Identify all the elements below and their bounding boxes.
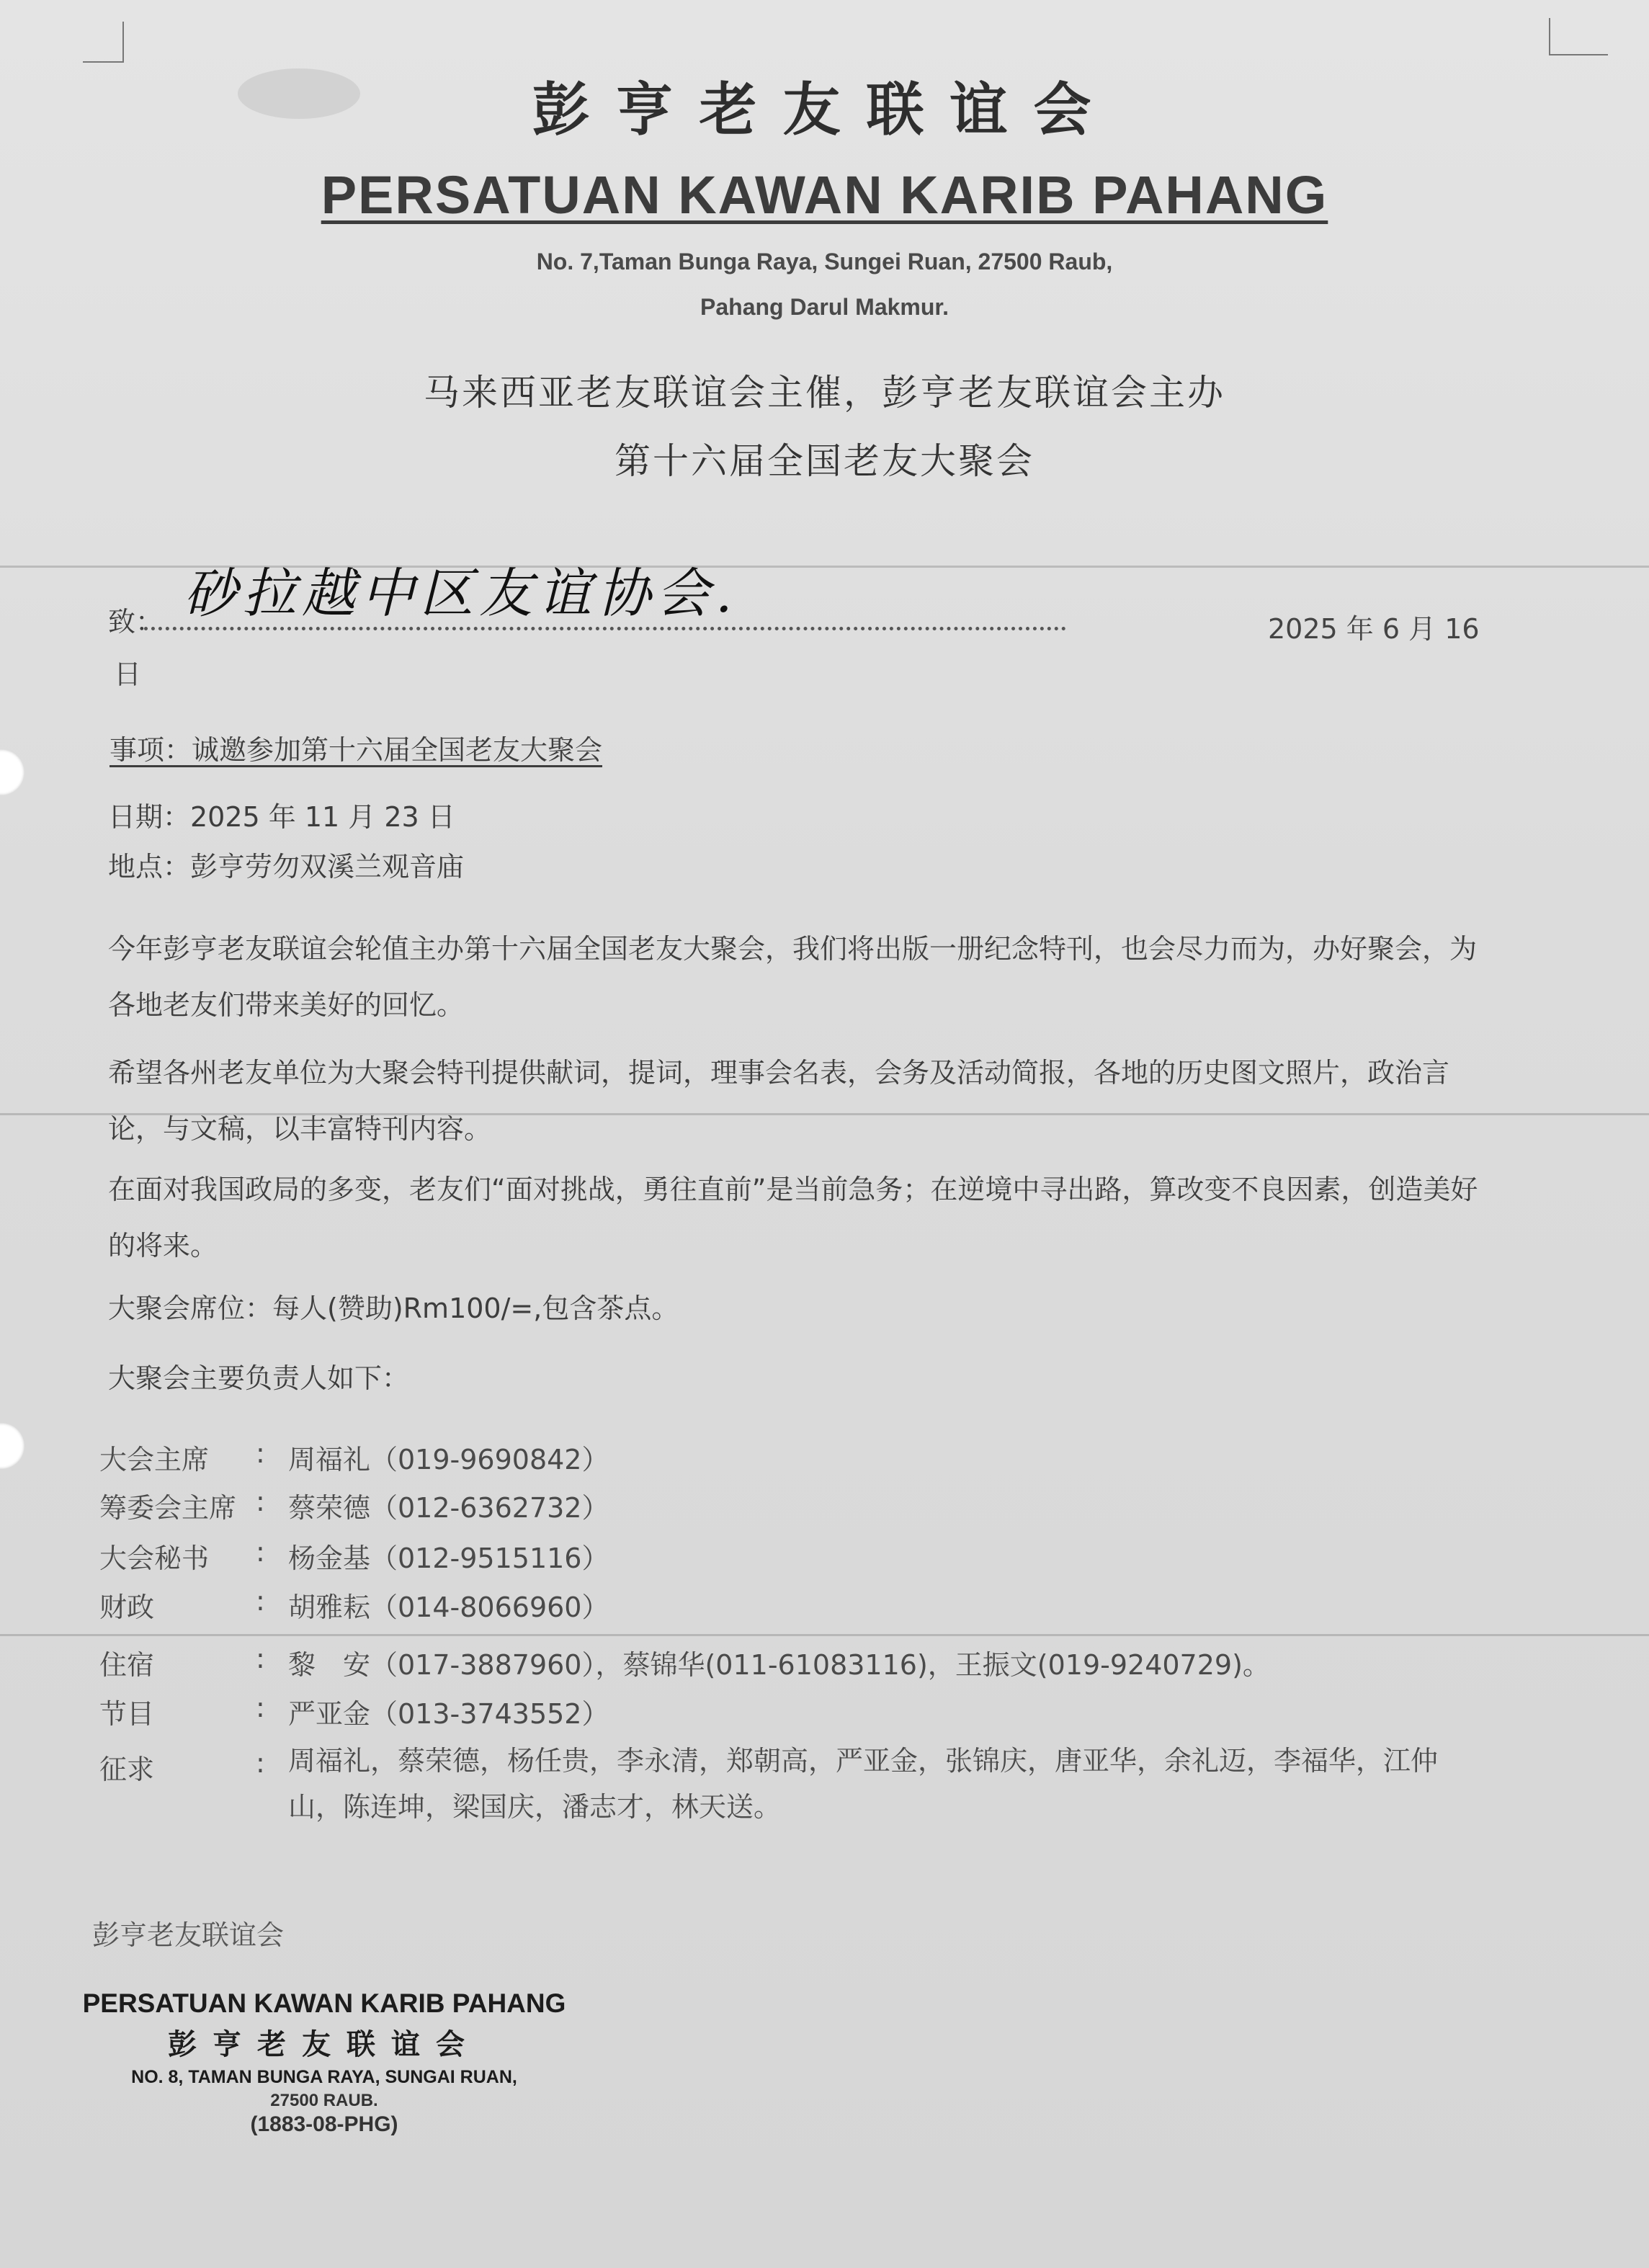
committee-colon: : bbox=[256, 1692, 265, 1723]
organization-stamp bbox=[72, 1988, 576, 2137]
committee-person: 黎 安（017-3887960），蔡锦华(011-61083116)，王振文(019-9240729)。 bbox=[288, 1649, 1270, 1681]
stamp-org-english: PERSATUAN KAWAN KARIB PAHANG bbox=[82, 1988, 566, 2018]
committee-colon: : bbox=[256, 1747, 265, 1779]
paragraph-outlook: 在面对我国政局的多变，老友们“面对挑战，勇往直前”是当前急务；在逆境中寻出路，算改变不良因素，创造美好的将来。 bbox=[108, 1174, 1478, 1262]
letter-date-suffix: 日 bbox=[114, 658, 142, 690]
recipient-handwritten: 砂拉越中区友谊协会. bbox=[184, 563, 738, 625]
committee-person: 蔡荣德（012-6362732） bbox=[288, 1492, 609, 1524]
stamp-city: 27500 RAUB. bbox=[270, 2091, 378, 2110]
stamp-registration: (1883-08-PHG) bbox=[250, 2112, 398, 2136]
committee-role: 筹委会主席 bbox=[99, 1492, 237, 1524]
committee-person: 周福礼，蔡荣德，杨任贵，李永清，郑朝高，严亚金，张锦庆，唐亚华，余礼迈，李福华，江仲山，陈连坤，梁国庆，潘志才，林天送。 bbox=[288, 1745, 1439, 1823]
committee-role: 财政 bbox=[99, 1591, 155, 1623]
letter-subject: 事项：诚邀参加第十六届全国老友大聚会 bbox=[110, 734, 603, 766]
stamp-org-chinese: 彭亨老友联谊会 bbox=[168, 2027, 481, 2061]
event-venue: 地点：彭亨劳勿双溪兰观音庙 bbox=[108, 851, 465, 883]
committee-role: 大会主席 bbox=[99, 1444, 210, 1475]
punch-hole bbox=[0, 1423, 24, 1469]
org-name-english: PERSATUAN KAWAN KARIB PAHANG bbox=[321, 165, 1328, 225]
committee-role: 住宿 bbox=[99, 1649, 155, 1681]
signature-org-name: 彭亨老友联谊会 bbox=[92, 1919, 285, 1951]
letter-date: 2025 年 6 月 16 bbox=[1268, 613, 1480, 645]
committee-role: 征求 bbox=[99, 1754, 155, 1785]
event-heading-title: 第十六届全国老友大聚会 bbox=[615, 440, 1034, 482]
crop-mark-top-left bbox=[83, 22, 124, 63]
committee-person: 周福礼（019-9690842） bbox=[288, 1444, 609, 1475]
committee-intro: 大聚会主要负责人如下： bbox=[108, 1362, 410, 1394]
stamp-address: NO. 8, TAMAN BUNGA RAYA, SUNGAI RUAN, bbox=[131, 2067, 517, 2087]
committee-colon: : bbox=[256, 1437, 265, 1469]
committee-colon: : bbox=[256, 1536, 265, 1568]
committee-person: 严亚金（013-3743552） bbox=[288, 1698, 609, 1730]
committee-colon: : bbox=[256, 1585, 265, 1617]
org-address-line1: No. 7,Taman Bunga Raya, Sungei Ruan, 27500 Raub, bbox=[536, 249, 1113, 274]
committee-role: 节目 bbox=[99, 1698, 155, 1730]
committee-role: 大会秘书 bbox=[99, 1542, 210, 1574]
crop-mark-top-right bbox=[1549, 18, 1608, 55]
org-name-chinese: 彭亨老友联谊会 bbox=[532, 76, 1117, 143]
seat-info: 大聚会席位：每人(赞助)Rm100/=,包含茶点。 bbox=[108, 1293, 679, 1324]
paragraph-intro: 今年彭亨老友联谊会轮值主办第十六届全国老友大聚会，我们将出版一册纪念特刊，也会尽力而为，办好聚会，为各地老友们带来美好的回忆。 bbox=[108, 933, 1478, 1021]
committee-person: 杨金基（012-9515116） bbox=[288, 1542, 609, 1574]
committee-colon: : bbox=[256, 1486, 265, 1517]
committee-colon: : bbox=[256, 1643, 265, 1674]
event-date: 日期：2025 年 11 月 23 日 bbox=[108, 801, 455, 833]
committee-person: 胡雅耘（014-8066960） bbox=[288, 1591, 609, 1623]
event-heading-organizers: 马来西亚老友联谊会主催，彭亨老友联谊会主办 bbox=[424, 372, 1225, 414]
punch-hole bbox=[0, 749, 24, 795]
org-address-line2: Pahang Darul Makmur. bbox=[700, 294, 949, 320]
to-label: 致： bbox=[108, 606, 164, 638]
paper-fold-line bbox=[0, 1634, 1649, 1636]
paragraph-request: 希望各州老友单位为大聚会特刊提供献词，提词，理事会名表，会务及活动简报，各地的历史图文照片，政治言论，与文稿，以丰富特刊内容。 bbox=[108, 1057, 1450, 1145]
